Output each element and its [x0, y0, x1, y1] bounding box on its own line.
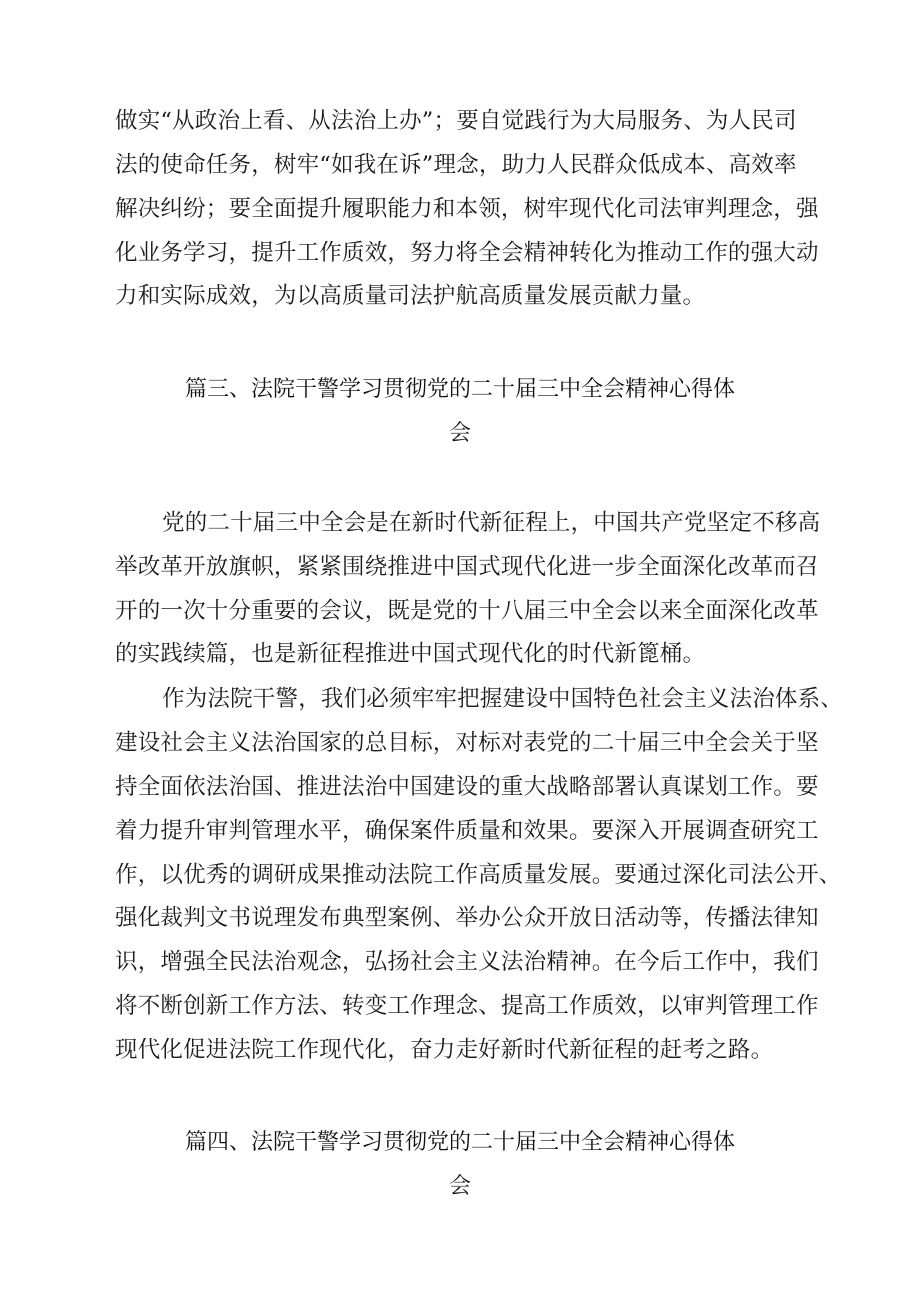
paragraph-line: 开的一次十分重要的会议，既是党的十八届三中全会以来全面深化改革: [115, 598, 819, 624]
paragraph-line: 做实“从政治上看、从法治上办”；要自觉践行为大局服务、为人民司: [115, 108, 797, 134]
paragraph-line: 举改革开放旗帜，紧紧围绕推进中国式现代化进一步全面深化改革而召: [115, 554, 819, 580]
paragraph-line: 力和实际成效，为以高质量司法护航高质量发展贡献力量。: [115, 283, 706, 309]
paragraph-line: 将不断创新工作方法、转变工作理念、提高工作质效，以审判管理工作: [115, 993, 819, 1019]
section-3-title-line-2: 会: [448, 421, 471, 446]
paragraph-line: 识，增强全民法治观念，弘扬社会主义法治精神。在今后工作中，我们: [115, 949, 819, 975]
paragraph-line: 解决纠纷；要全面提升履职能力和本领，树牢现代化司法审判理念，强: [115, 196, 819, 222]
paragraph-line: 持全面依法治国、推进法治中国建设的重大战略部署认真谋划工作。要: [115, 774, 819, 800]
paragraph-line: 强化裁判文书说理发布典型案例、举办公众开放日活动等，传播法律知: [115, 905, 819, 931]
paragraph-line: 着力提升审判管理水平，确保案件质量和效果。要深入开展调查研究工: [115, 818, 819, 844]
paragraph-line: 化业务学习，提升工作质效，努力将全会精神转化为推动工作的强大动: [115, 240, 819, 266]
paragraph-line: 作，以优秀的调研成果推动法院工作高质量发展。要通过深化司法公开、: [115, 862, 842, 888]
paragraph-line: 现代化促进法院工作现代化，奋力走好新时代新征程的赶考之路。: [115, 1037, 774, 1063]
paragraph-line: 建设社会主义法治国家的总目标，对标对表党的二十届三中全会关于坚: [115, 730, 819, 756]
paragraph-line: 法的使命任务，树牢“如我在诉”理念，助力人民群众低成本、高效率: [115, 152, 797, 178]
paragraph-line: 的实践续篇，也是新征程推进中国式现代化的时代新篦桶。: [115, 641, 706, 667]
section-3-title-line-1: 篇三、法院干警学习贯彻党的二十届三中全会精神心得体: [184, 377, 735, 402]
paragraph-line: 党的二十届三中全会是在新时代新征程上，中国共产党坚定不移高: [162, 510, 821, 536]
paragraph-line: 作为法院干警，我们必须牢牢把握建设中国特色社会主义法治体系、: [162, 686, 844, 712]
section-4-title-line-2: 会: [448, 1174, 471, 1199]
section-4-title-line-1: 篇四、法院干警学习贯彻党的二十届三中全会精神心得体: [184, 1130, 735, 1155]
